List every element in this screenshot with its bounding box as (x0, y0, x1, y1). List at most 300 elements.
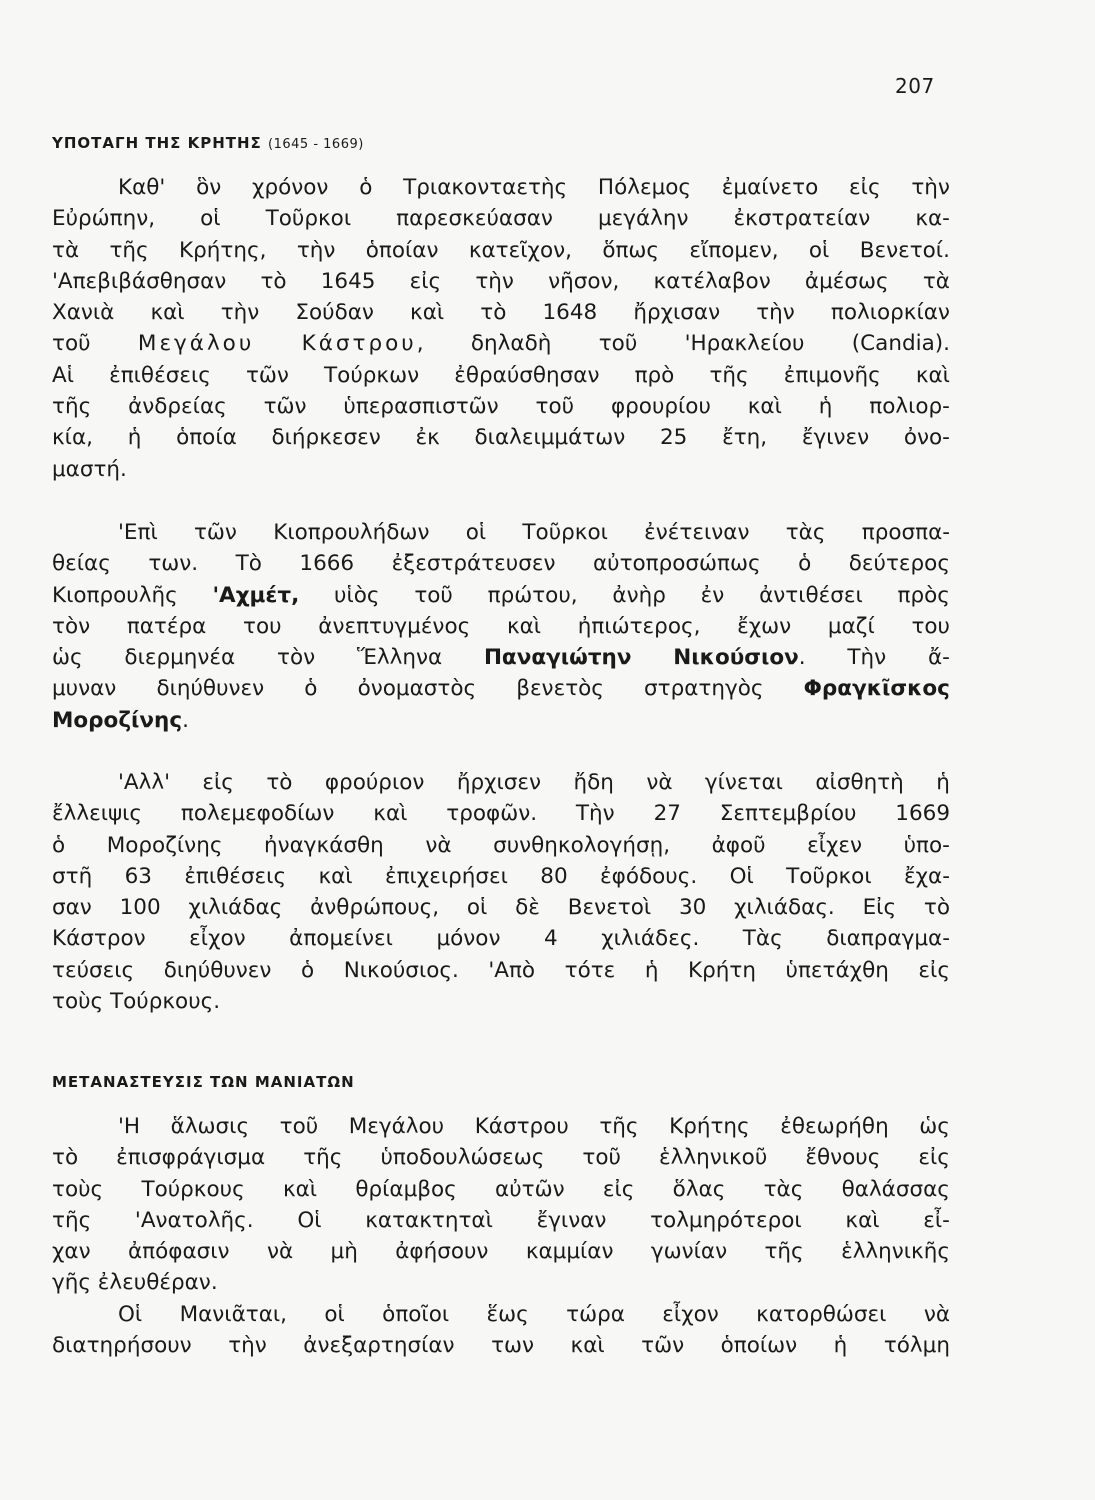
word: εἶχον (662, 1302, 719, 1327)
word: ἐθεωρήθη (780, 1114, 889, 1139)
word: νὰ (646, 770, 673, 795)
text-line (52, 1174, 950, 1205)
word: καὶ (506, 613, 542, 639)
word: Τούρκους (141, 1176, 245, 1202)
word: ἐθραύσθησαν (454, 362, 600, 388)
text-line (52, 548, 950, 579)
text-line (52, 673, 950, 704)
paragraph (52, 517, 950, 736)
word: Βενετοὶ (567, 895, 652, 921)
word: τὸν (52, 613, 91, 639)
word: διηύθυνεν (163, 957, 272, 983)
word: θρίαμβος (355, 1176, 457, 1202)
text-line (52, 360, 950, 391)
word: ἀνθρώπους, (310, 895, 440, 921)
word: ἐκ (415, 425, 440, 451)
word: 1669 (895, 801, 950, 827)
word: τοῦ (598, 331, 638, 357)
word: ὀνο- (903, 425, 950, 451)
word: εἴπομεν, (689, 237, 779, 263)
word: Μανιᾶται, (179, 1302, 287, 1327)
word: τῶν (193, 520, 237, 545)
text-line (52, 923, 950, 954)
word: τῆς (709, 362, 749, 388)
word: 'Αλλ' (118, 770, 170, 795)
word: διαπραγμα- (826, 926, 950, 952)
text-line (52, 798, 950, 829)
text-line (52, 1236, 950, 1267)
word: Ἕλληνα (356, 645, 443, 671)
word: εἰς (409, 268, 442, 294)
word: ἔχα- (904, 863, 950, 889)
word: μὴ (330, 1239, 358, 1265)
word: καμμίαν (525, 1239, 614, 1265)
word: καὶ (570, 1333, 605, 1359)
text-line (52, 580, 950, 611)
word: ἐξεστράτευσεν (391, 551, 556, 577)
word: χιλιάδας. (734, 895, 835, 921)
word: ἔτη, (722, 425, 768, 451)
word: του (243, 613, 282, 639)
word: Σεπτεμβρίου (719, 801, 857, 827)
word: Μεγάλου (348, 1114, 445, 1139)
word: Εἰς (862, 895, 897, 921)
word: ὅλας (672, 1176, 726, 1202)
word: τροφῶν. (446, 801, 538, 827)
word: 'Απὸ (488, 957, 536, 983)
word: τὴν (475, 268, 514, 294)
word: στρατηγὸς (644, 676, 764, 702)
word: ἀνὴρ (612, 582, 666, 608)
word: Σούδαν (295, 300, 374, 326)
text-line (52, 1299, 950, 1330)
text-line: τοὺς Τούρκους. (52, 989, 221, 1015)
word: ἤρχισεν (456, 770, 542, 795)
word: 4 (543, 926, 558, 952)
word: οἱ (808, 237, 830, 263)
word: Κρήτης (669, 1114, 750, 1139)
word: τὸ (480, 300, 507, 326)
word: ἀπομείνει (289, 926, 393, 952)
word: 63 (124, 863, 152, 889)
word: καὶ (845, 1207, 880, 1233)
word: ἀπόφασιν (128, 1239, 230, 1265)
word: τότε (564, 957, 616, 983)
word: Χανιὰ (52, 300, 115, 326)
word: ἤρχισαν (633, 300, 721, 326)
word: ἕως (486, 1302, 529, 1327)
word: κατέλαβον (653, 268, 771, 294)
word: ἔγινεν (801, 425, 870, 451)
word: τῆς (599, 1114, 639, 1139)
word: οἱ (200, 206, 221, 232)
word: τὸ (266, 770, 293, 795)
word: ἀντιθέσει (759, 582, 863, 608)
word: τῆς (52, 394, 92, 420)
text-line (52, 892, 950, 923)
word: ἡ (644, 957, 659, 983)
word: Κρήτης, (179, 237, 267, 263)
word: ὁ (52, 832, 66, 858)
word: ἐπισφράγισμα (116, 1145, 266, 1171)
text-line (52, 861, 950, 892)
word: ἔχων (737, 613, 792, 639)
word: συνθηκολογήσῃ, (493, 832, 671, 858)
word: 30 (678, 895, 707, 921)
word: ἀφοῦ (711, 832, 766, 858)
word: των. (148, 551, 199, 577)
word: Τὸ (235, 551, 262, 577)
word: 'Η (118, 1114, 141, 1139)
word: διερμηνέα (124, 645, 236, 671)
word: εἶ- (923, 1207, 950, 1233)
word: ἀνεπτυγμένος (318, 613, 471, 639)
word: ὑποδουλώσεως (380, 1145, 545, 1171)
word: 'Αχμέτ, (212, 582, 300, 608)
word: φρούριον (324, 770, 425, 795)
word: καὶ (747, 394, 782, 420)
word: πρὸ (634, 362, 675, 388)
word: Φραγκῖσκος (803, 676, 950, 702)
word: αὐτῶν (495, 1176, 565, 1202)
word: ἀφήσουν (395, 1239, 489, 1265)
word: καὶ (282, 1176, 318, 1202)
word: φρουρίου (610, 394, 711, 420)
word: γωνίαν (650, 1239, 728, 1265)
text-line (52, 955, 950, 986)
word: ὁ (798, 551, 812, 577)
word: στῆ (52, 863, 93, 889)
word: καὶ (410, 300, 445, 326)
section-title: ΥΠΟΤΑΓΗ ΤΗΣ ΚΡΗΤΗΣ (52, 134, 262, 152)
word: Πόλεμος (597, 175, 692, 200)
word: δηλαδὴ (470, 331, 552, 357)
word: 80 (540, 863, 568, 889)
section-heading-maniots (52, 1073, 355, 1091)
word: ἑλληνικῆς (841, 1239, 950, 1265)
paragraph (52, 172, 950, 485)
word: Καθ' (118, 175, 166, 200)
text-line (52, 235, 950, 266)
word: χαν (52, 1239, 91, 1265)
word: τὰς (785, 520, 826, 545)
word: τολμηρότεροι (650, 1207, 802, 1233)
text-line (52, 422, 950, 453)
word: Τὰς (742, 926, 783, 952)
word: ἡ (127, 425, 142, 451)
word: διηύθυνεν (156, 676, 265, 702)
word: ὁ (304, 676, 318, 702)
word: κατακτηταὶ (365, 1207, 493, 1233)
word: Κιοπρουλήδων (273, 520, 430, 545)
word: διαλειμμάτων (474, 425, 626, 451)
word: μυναν (52, 676, 117, 702)
word: τῆς (303, 1145, 343, 1171)
text-line (52, 1111, 950, 1142)
word: τῆς (764, 1239, 804, 1265)
word: τοῦ (279, 1114, 319, 1139)
word: τεύσεις (52, 957, 135, 983)
word: Κιοπρουλῆς (52, 582, 178, 608)
word: τὴν (911, 175, 950, 200)
word: Τοῦρκοι (786, 863, 872, 889)
word: μόνον (436, 926, 501, 952)
word: ὅπως (602, 237, 660, 263)
word: νὰ (266, 1239, 294, 1265)
word: ὁ (359, 175, 373, 200)
word: Οἱ (297, 1207, 322, 1233)
word: κία, (52, 425, 93, 451)
word: Τριακονταετὴς (403, 175, 568, 200)
word: τῶν (263, 394, 307, 420)
word: ἔγιναν (536, 1207, 607, 1233)
word: δὲ (515, 895, 540, 921)
word: ὡς (919, 1114, 950, 1139)
word: οἱ (465, 520, 487, 545)
word: κατορθώσει (756, 1302, 887, 1327)
word: νῆσον, (548, 268, 620, 294)
text-line (52, 517, 950, 548)
word: ἠπιώτερος, (577, 613, 701, 639)
word: ἐν (700, 582, 725, 608)
word: τῶν (641, 1333, 685, 1359)
word: τοῦ (414, 582, 453, 608)
word: Εὐρώπην, (52, 206, 156, 232)
word: νὰ (923, 1302, 950, 1327)
word: του (911, 613, 950, 639)
word: μαζί (827, 613, 875, 639)
word: Οἱ (118, 1302, 143, 1327)
word: θαλάσσας (841, 1176, 950, 1202)
paragraph (52, 1299, 950, 1362)
word: Τούρκων (324, 362, 420, 388)
word: τῶν (245, 362, 289, 388)
word: Τὴν (575, 801, 615, 827)
text-line (52, 1142, 950, 1173)
text-line (52, 1330, 950, 1361)
word: βενετὸς (516, 676, 604, 702)
word: χιλιάδας (188, 895, 283, 921)
word: πρὸς (897, 582, 950, 608)
paragraph (52, 767, 950, 1017)
word: 'Ανατολῆς. (134, 1207, 254, 1233)
word: τὸ (52, 1145, 79, 1171)
word: Οἱ (729, 863, 754, 889)
word: προσπα- (861, 520, 950, 545)
word: εἶχεν (807, 832, 863, 858)
word: μεγάλην (597, 206, 689, 232)
word: Κάστρου (474, 1114, 569, 1139)
word: καὶ (373, 801, 408, 827)
word: Μοροζίνης (106, 832, 223, 858)
word: εἶχον (189, 926, 246, 952)
word: εἰς (849, 175, 881, 200)
word: ἐπιχειρήσει (384, 863, 508, 889)
word: τὰς (763, 1176, 804, 1202)
word: ὁποίαν (365, 237, 439, 263)
text-line (52, 391, 950, 422)
word: 1648 (542, 300, 598, 326)
word: τὴν (296, 237, 336, 263)
word: Παναγιώτην (483, 645, 632, 671)
section-years: (1645 - 1669) (268, 137, 364, 152)
word: 'Επὶ (118, 520, 158, 545)
word: ἐφόδους. (600, 863, 698, 889)
word: ἐμαίνετο (721, 175, 819, 200)
word: τὰ (922, 268, 950, 294)
section-heading-crete (52, 134, 364, 152)
text-line (52, 1205, 950, 1236)
word: 25 (659, 425, 688, 451)
text-line: γῆς ἐλευθέραν. (52, 1270, 218, 1296)
word: ἑλληνικοῦ (659, 1145, 768, 1171)
word: 1645 (320, 268, 376, 294)
word: σαν (52, 895, 92, 921)
text-line (52, 328, 950, 359)
text-line: μαστή. (52, 456, 127, 482)
word: ἀνδρείας (128, 394, 227, 420)
word: τὴν (220, 300, 260, 326)
text-line (52, 767, 950, 798)
word: (Candia). (851, 331, 950, 357)
word: ὁποίων (720, 1333, 798, 1359)
word: υἱὸς (334, 582, 380, 608)
word: τὸ (923, 895, 950, 921)
text-line (52, 830, 950, 861)
word: ὁποία (176, 425, 237, 451)
text-line: Μοροζίνης. (52, 705, 950, 736)
word: τῆς (52, 1207, 92, 1233)
word: ἀμέσως (804, 268, 889, 294)
word: τοῦ (52, 331, 91, 357)
word: δεύτερος (848, 551, 950, 577)
word: ἅλωσις (170, 1114, 250, 1139)
word: οἱ (324, 1302, 345, 1327)
word: ὁ (300, 957, 315, 983)
word: ἔθνους (805, 1145, 881, 1171)
word: κατεῖχον, (468, 237, 572, 263)
word: καὶ (915, 362, 950, 388)
word: Τοῦρκοι (522, 520, 608, 545)
word: πολεμεφοδίων (180, 801, 335, 827)
word: αἰσθητὴ (815, 770, 904, 795)
word: κα- (915, 206, 950, 232)
word: Τὴν (847, 645, 887, 671)
word: ἀνεξαρτησίαν (303, 1333, 455, 1359)
word: τοῦ (582, 1145, 621, 1171)
text-line (52, 297, 950, 328)
word: χρόνον (252, 175, 329, 200)
word: ἄ- (928, 645, 950, 671)
word: ὃν (196, 175, 222, 200)
word: ἐνέτειναν (644, 520, 750, 545)
word: παρεσκεύασαν (396, 206, 553, 232)
page-number: 207 (895, 74, 935, 98)
word: αὐτοπροσώπως (592, 551, 761, 577)
word: εἰς (918, 1145, 950, 1171)
word: ὀνομαστὸς (357, 676, 477, 702)
word: ἐπιμονῆς (783, 362, 881, 388)
word: ἡ (936, 770, 950, 795)
bold-name: Μοροζίνης (52, 707, 183, 733)
word: τὸν (277, 645, 316, 671)
text-line (52, 642, 950, 673)
word: 1666 (299, 551, 355, 577)
word: ὁποῖοι (382, 1302, 450, 1327)
word: 'Απεβιβάσθησαν (52, 268, 227, 294)
word: τὸ (260, 268, 287, 294)
word: τὰ (52, 237, 80, 263)
word: τόλμη (883, 1333, 950, 1359)
word: εἰς (602, 1176, 635, 1202)
word: διατηρήσουν (52, 1333, 192, 1359)
word: τοὺς (52, 1176, 104, 1202)
word: ἐπιθέσεις (184, 863, 287, 889)
word: διήρκεσεν (271, 425, 381, 451)
word: καὶ (318, 863, 353, 889)
word: ἤδη (573, 770, 614, 795)
word: Βενετοί. (859, 237, 950, 263)
word: εἰς (202, 770, 234, 795)
word: ἡ (833, 1333, 848, 1359)
word: Νικούσιον. (673, 645, 806, 671)
word: οἱ (466, 895, 488, 921)
word: τοῦ (535, 394, 575, 420)
word: ἠναγκάσθη (263, 832, 384, 858)
word: ὑπετάχθη (785, 957, 889, 983)
word: των (491, 1333, 535, 1359)
word: καὶ (150, 300, 185, 326)
word: πατέρα (126, 613, 207, 639)
text-line (52, 203, 950, 234)
word: Μεγάλου (137, 331, 255, 357)
word: πολιορκίαν (830, 300, 950, 326)
word: τὴν (228, 1333, 267, 1359)
word: Κρήτη (688, 957, 756, 983)
word: τῆς (109, 237, 149, 263)
word: 100 (119, 895, 161, 921)
paragraph (52, 1111, 950, 1299)
word: ἡ (818, 394, 833, 420)
section-title: ΜΕΤΑΝΑΣΤΕΥΣΙΣ ΤΩΝ ΜΑΝΙΑΤΩΝ (52, 1073, 355, 1091)
word: χιλιάδες. (601, 926, 700, 952)
word: 'Ηρακλείου (684, 331, 805, 357)
word: τώρα (566, 1302, 625, 1327)
word: Αἱ (52, 362, 74, 388)
word: τὴν (756, 300, 795, 326)
word: Κάστρου, (301, 331, 424, 357)
text-line (52, 172, 950, 203)
word: πολιορ- (869, 394, 950, 420)
word: Νικούσιος. (343, 957, 459, 983)
word: εἰς (918, 957, 950, 983)
word: γίνεται (704, 770, 783, 795)
text-line (52, 266, 950, 297)
word: νὰ (425, 832, 452, 858)
word: ὑπο- (903, 832, 950, 858)
word: ὡς (52, 645, 83, 671)
word: 27 (653, 801, 681, 827)
word: ἔλλειψις (52, 801, 143, 827)
text-line (52, 611, 950, 642)
word: θείας (52, 551, 111, 577)
word: Τοῦρκοι (265, 206, 352, 232)
word: ἐκστρατείαν (733, 206, 871, 232)
word: πρώτου, (487, 582, 578, 608)
word: Κάστρον (52, 926, 146, 952)
word: ἐπιθέσεις (109, 362, 211, 388)
word: ὑπερασπιστῶν (343, 394, 499, 420)
